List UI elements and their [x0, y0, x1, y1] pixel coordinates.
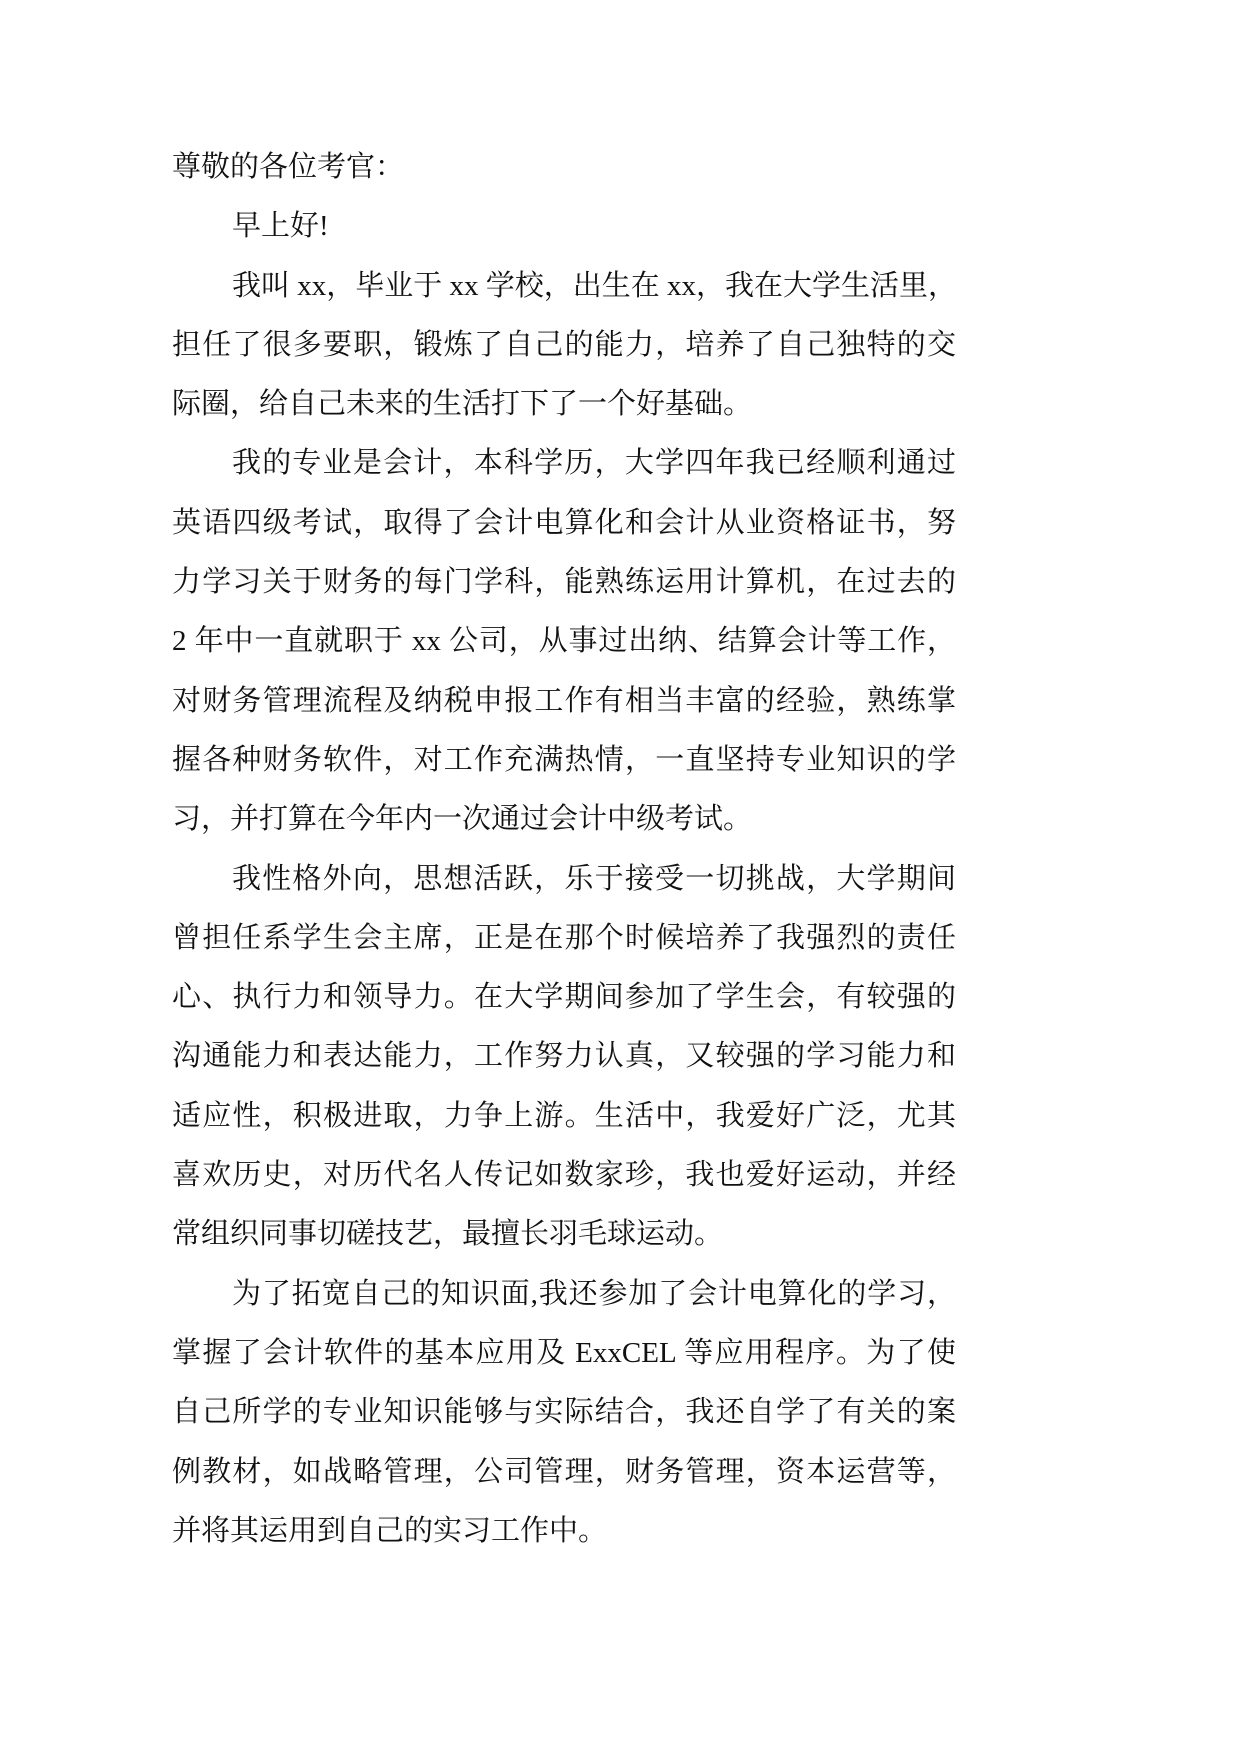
paragraph-line: 沟通能力和表达能力，工作努力认真，又较强的学习能力和 [172, 1040, 956, 1073]
paragraph-line: 握各种财务软件，对工作充满热情，一直坚持专业知识的学 [172, 743, 956, 776]
paragraph-line: 自己所学的专业知识能够与实际结合，我还自学了有关的案 [172, 1396, 956, 1429]
paragraph-line: 为了拓宽自己的知识面,我还参加了会计电算化的学习， [232, 1277, 956, 1310]
paragraph-line: 我性格外向，思想活跃，乐于接受一切挑战，大学期间 [232, 862, 956, 895]
paragraph-line: 担任了很多要职，锻炼了自己的能力，培养了自己独特的交 [172, 328, 956, 361]
paragraph-line: 我的专业是会计，本科学历，大学四年我已经顺利通过 [232, 447, 956, 480]
paragraph-line: 对财务管理流程及纳税申报工作有相当丰富的经验，熟练掌 [172, 684, 956, 717]
paragraph-line: 际圈，给自己未来的生活打下了一个好基础。 [172, 388, 753, 421]
paragraph-education-experience [172, 434, 958, 849]
paragraph-line: 常组织同事切磋技艺，最擅长羽毛球运动。 [172, 1218, 724, 1251]
paragraph-introduction [172, 257, 958, 435]
document-body [172, 138, 958, 1561]
paragraph-line: 心、执行力和领导力。在大学期间参加了学生会，有较强的 [172, 981, 956, 1014]
paragraph-line: 曾担任系学生会主席，正是在那个时候培养了我强烈的责任 [172, 921, 956, 954]
paragraph-line: 并将其运用到自己的实习工作中。 [172, 1514, 608, 1547]
paragraph-line: 适应性，积极进取，力争上游。生活中，我爱好广泛，尤其 [172, 1099, 956, 1132]
greeting: 早上好! [232, 210, 329, 243]
paragraph-line: 2 年中一直就职于 xx 公司，从事过出纳、结算会计等工作， [172, 625, 956, 658]
paragraph-line: 例教材，如战略管理，公司管理，财务管理，资本运营等， [172, 1455, 956, 1488]
paragraph-line: 喜欢历史，对历代名人传记如数家珍，我也爱好运动，并经 [172, 1159, 956, 1192]
paragraph-line: 习，并打算在今年内一次通过会计中级考试。 [172, 803, 753, 836]
paragraph-line: 英语四级考试，取得了会计电算化和会计从业资格证书，努 [172, 506, 956, 539]
paragraph-line: 掌握了会计软件的基本应用及 ExxCEL 等应用程序。为了使 [172, 1336, 956, 1369]
paragraph-self-study [172, 1265, 958, 1561]
paragraph-line: 力学习关于财务的每门学科，能熟练运用计算机，在过去的 [172, 566, 956, 599]
salutation: 尊敬的各位考官： [172, 151, 405, 183]
paragraph-personality [172, 850, 958, 1265]
paragraph-line: 我叫 xx，毕业于 xx 学校，出生在 xx，我在大学生活里， [232, 269, 958, 302]
